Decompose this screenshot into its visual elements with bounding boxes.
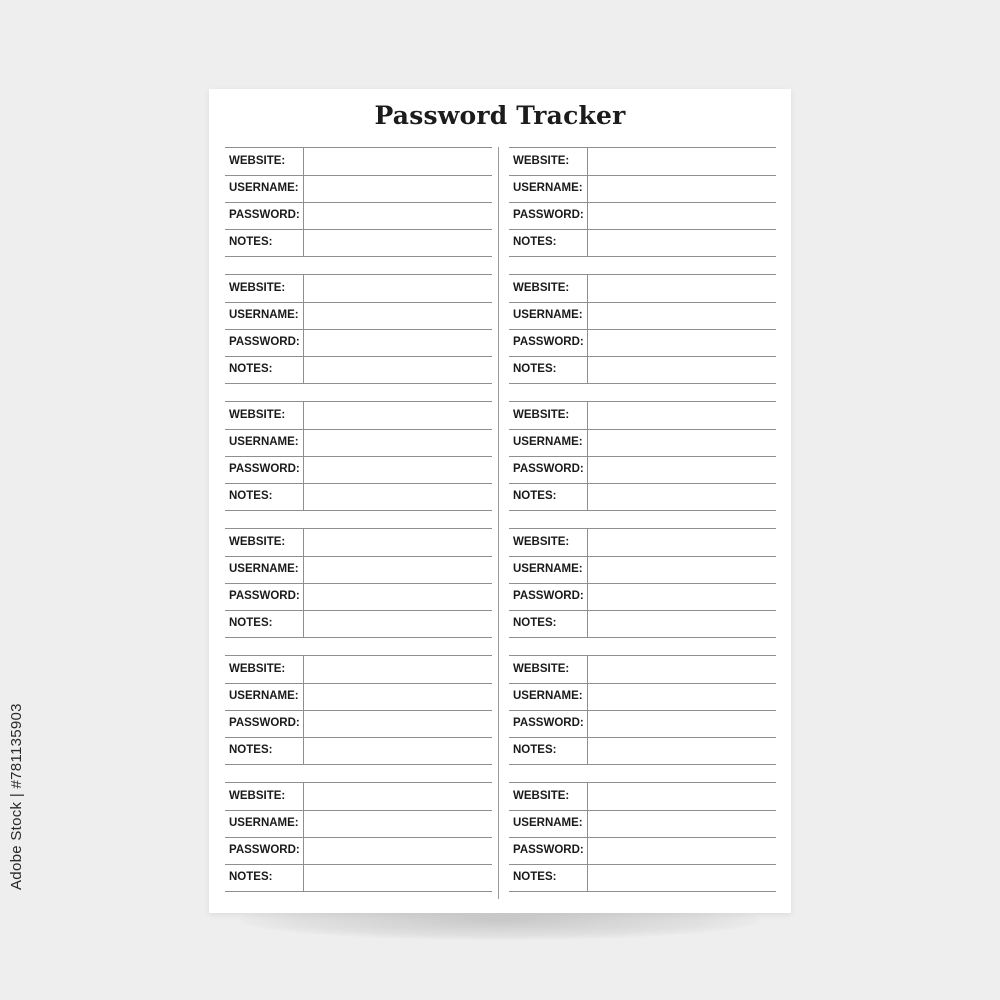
entry-block-right-6 — [509, 782, 776, 909]
username-field[interactable] — [305, 302, 492, 329]
entry-block-left-5 — [225, 655, 492, 782]
username-label: USERNAME: — [229, 817, 299, 829]
password-row — [225, 710, 492, 738]
password-field[interactable] — [589, 837, 776, 864]
password-row — [509, 710, 776, 738]
label-separator — [587, 837, 588, 864]
label-separator — [587, 275, 588, 302]
password-label: PASSWORD: — [229, 590, 300, 602]
notes-field[interactable] — [305, 610, 492, 637]
username-field[interactable] — [305, 556, 492, 583]
password-field[interactable] — [305, 329, 492, 356]
label-separator — [303, 483, 304, 510]
notes-field[interactable] — [305, 356, 492, 383]
label-separator — [303, 456, 304, 483]
tracker-page — [209, 89, 791, 913]
password-label: PASSWORD: — [513, 209, 584, 221]
password-field[interactable] — [305, 202, 492, 229]
notes-row — [225, 483, 492, 511]
label-separator — [587, 148, 588, 175]
username-field[interactable] — [589, 429, 776, 456]
username-row — [509, 810, 776, 838]
username-field[interactable] — [589, 556, 776, 583]
label-separator — [303, 529, 304, 556]
password-label: PASSWORD: — [513, 590, 584, 602]
username-field[interactable] — [305, 429, 492, 456]
notes-row — [509, 229, 776, 257]
username-row — [509, 175, 776, 203]
label-separator — [303, 402, 304, 429]
label-separator — [587, 302, 588, 329]
website-row — [509, 656, 776, 684]
label-separator — [303, 429, 304, 456]
label-separator — [303, 275, 304, 302]
password-row — [509, 329, 776, 357]
notes-row — [509, 356, 776, 384]
username-label: USERNAME: — [513, 563, 583, 575]
entry-block-left-1 — [225, 147, 492, 274]
website-row — [225, 148, 492, 176]
entry-block-right-2 — [509, 274, 776, 401]
password-field[interactable] — [305, 710, 492, 737]
password-field[interactable] — [589, 583, 776, 610]
password-row — [225, 837, 492, 865]
website-field[interactable] — [589, 402, 776, 429]
username-field[interactable] — [305, 175, 492, 202]
website-field[interactable] — [305, 148, 492, 175]
label-separator — [303, 356, 304, 383]
notes-field[interactable] — [589, 610, 776, 637]
username-label: USERNAME: — [513, 690, 583, 702]
notes-row — [225, 864, 492, 892]
notes-field[interactable] — [589, 737, 776, 764]
website-field[interactable] — [589, 783, 776, 810]
website-label: WEBSITE: — [229, 155, 286, 167]
password-label: PASSWORD: — [229, 463, 300, 475]
website-field[interactable] — [589, 275, 776, 302]
website-field[interactable] — [589, 529, 776, 556]
label-separator — [303, 783, 304, 810]
website-label: WEBSITE: — [229, 536, 286, 548]
username-label: USERNAME: — [229, 309, 299, 321]
left-column — [225, 147, 492, 909]
notes-label: NOTES: — [513, 744, 557, 756]
website-field[interactable] — [305, 783, 492, 810]
label-separator — [587, 710, 588, 737]
password-label: PASSWORD: — [229, 336, 300, 348]
label-separator — [303, 148, 304, 175]
notes-field[interactable] — [305, 483, 492, 510]
label-separator — [303, 656, 304, 683]
website-label: WEBSITE: — [229, 790, 286, 802]
website-label: WEBSITE: — [229, 409, 286, 421]
notes-row — [225, 610, 492, 638]
right-column — [509, 147, 776, 909]
notes-row — [225, 737, 492, 765]
label-separator — [587, 429, 588, 456]
username-label: USERNAME: — [513, 182, 583, 194]
username-label: USERNAME: — [513, 309, 583, 321]
label-separator — [587, 175, 588, 202]
entry-block-right-4 — [509, 528, 776, 655]
website-label: WEBSITE: — [513, 790, 570, 802]
notes-field[interactable] — [589, 483, 776, 510]
notes-label: NOTES: — [513, 363, 557, 375]
notes-field[interactable] — [305, 737, 492, 764]
username-label: USERNAME: — [513, 436, 583, 448]
password-label: PASSWORD: — [229, 209, 300, 221]
label-separator — [587, 610, 588, 637]
username-row — [225, 683, 492, 711]
notes-label: NOTES: — [513, 490, 557, 502]
notes-row — [225, 229, 492, 257]
password-field[interactable] — [305, 583, 492, 610]
password-label: PASSWORD: — [513, 336, 584, 348]
website-field[interactable] — [305, 275, 492, 302]
website-label: WEBSITE: — [513, 282, 570, 294]
website-row — [225, 275, 492, 303]
label-separator — [587, 783, 588, 810]
password-row — [225, 202, 492, 230]
username-row — [225, 175, 492, 203]
stock-id-watermark: Adobe Stock | #781135903 — [8, 703, 25, 890]
username-label: USERNAME: — [229, 182, 299, 194]
username-row — [509, 429, 776, 457]
notes-field[interactable] — [589, 356, 776, 383]
password-field[interactable] — [305, 837, 492, 864]
password-field[interactable] — [589, 202, 776, 229]
password-label: PASSWORD: — [513, 717, 584, 729]
label-separator — [303, 864, 304, 891]
label-separator — [587, 229, 588, 256]
website-row — [509, 529, 776, 557]
website-row — [509, 148, 776, 176]
notes-label: NOTES: — [229, 744, 273, 756]
username-field[interactable] — [589, 683, 776, 710]
username-field[interactable] — [589, 175, 776, 202]
notes-field[interactable] — [589, 864, 776, 891]
label-separator — [587, 329, 588, 356]
password-row — [509, 456, 776, 484]
label-separator — [303, 302, 304, 329]
entry-block-right-5 — [509, 655, 776, 782]
label-separator — [303, 556, 304, 583]
label-separator — [303, 202, 304, 229]
password-label: PASSWORD: — [229, 717, 300, 729]
label-separator — [303, 737, 304, 764]
label-separator — [587, 402, 588, 429]
label-separator — [587, 202, 588, 229]
label-separator — [303, 610, 304, 637]
label-separator — [303, 175, 304, 202]
username-row — [509, 683, 776, 711]
username-field[interactable] — [589, 810, 776, 837]
password-field[interactable] — [589, 710, 776, 737]
password-label: PASSWORD: — [513, 844, 584, 856]
notes-label: NOTES: — [229, 236, 273, 248]
website-row — [509, 783, 776, 811]
website-label: WEBSITE: — [229, 663, 286, 675]
website-label: WEBSITE: — [513, 409, 570, 421]
website-label: WEBSITE: — [513, 536, 570, 548]
entry-block-left-2 — [225, 274, 492, 401]
entry-block-right-1 — [509, 147, 776, 274]
label-separator — [587, 529, 588, 556]
password-row — [509, 202, 776, 230]
website-row — [225, 529, 492, 557]
label-separator — [587, 556, 588, 583]
username-field[interactable] — [305, 683, 492, 710]
notes-label: NOTES: — [513, 617, 557, 629]
password-row — [225, 583, 492, 611]
username-label: USERNAME: — [513, 817, 583, 829]
notes-label: NOTES: — [229, 490, 273, 502]
website-row — [225, 783, 492, 811]
notes-label: NOTES: — [229, 871, 273, 883]
label-separator — [303, 583, 304, 610]
notes-label: NOTES: — [513, 871, 557, 883]
username-field[interactable] — [589, 302, 776, 329]
website-field[interactable] — [305, 656, 492, 683]
username-label: USERNAME: — [229, 563, 299, 575]
entry-block-left-6 — [225, 782, 492, 909]
notes-field[interactable] — [589, 229, 776, 256]
website-label: WEBSITE: — [229, 282, 286, 294]
website-field[interactable] — [305, 402, 492, 429]
username-row — [225, 556, 492, 584]
website-row — [225, 656, 492, 684]
password-row — [225, 456, 492, 484]
label-separator — [303, 710, 304, 737]
notes-row — [509, 610, 776, 638]
label-separator — [587, 456, 588, 483]
website-field[interactable] — [305, 529, 492, 556]
entry-block-left-4 — [225, 528, 492, 655]
website-row — [225, 402, 492, 430]
password-field[interactable] — [589, 329, 776, 356]
username-label: USERNAME: — [229, 690, 299, 702]
notes-label: NOTES: — [229, 363, 273, 375]
website-field[interactable] — [589, 148, 776, 175]
label-separator — [587, 864, 588, 891]
label-separator — [303, 810, 304, 837]
username-row — [225, 810, 492, 838]
entry-block-left-3 — [225, 401, 492, 528]
label-separator — [303, 683, 304, 710]
username-row — [225, 429, 492, 457]
page-title: Password Tracker — [374, 101, 626, 130]
label-separator — [587, 683, 588, 710]
username-row — [225, 302, 492, 330]
notes-row — [509, 864, 776, 892]
password-row — [509, 837, 776, 865]
username-label: USERNAME: — [229, 436, 299, 448]
username-field[interactable] — [305, 810, 492, 837]
website-row — [509, 275, 776, 303]
password-row — [509, 583, 776, 611]
label-separator — [587, 656, 588, 683]
password-label: PASSWORD: — [513, 463, 584, 475]
notes-row — [509, 483, 776, 511]
label-separator — [303, 837, 304, 864]
notes-field[interactable] — [305, 864, 492, 891]
label-separator — [303, 329, 304, 356]
website-row — [509, 402, 776, 430]
label-separator — [303, 229, 304, 256]
notes-field[interactable] — [305, 229, 492, 256]
website-label: WEBSITE: — [513, 663, 570, 675]
notes-row — [509, 737, 776, 765]
website-field[interactable] — [589, 656, 776, 683]
label-separator — [587, 810, 588, 837]
password-label: PASSWORD: — [229, 844, 300, 856]
label-separator — [587, 737, 588, 764]
notes-label: NOTES: — [229, 617, 273, 629]
notes-row — [225, 356, 492, 384]
notes-label: NOTES: — [513, 236, 557, 248]
password-field[interactable] — [305, 456, 492, 483]
label-separator — [587, 583, 588, 610]
password-row — [225, 329, 492, 357]
label-separator — [587, 483, 588, 510]
username-row — [509, 556, 776, 584]
label-separator — [587, 356, 588, 383]
entry-block-right-3 — [509, 401, 776, 528]
username-row — [509, 302, 776, 330]
password-field[interactable] — [589, 456, 776, 483]
website-label: WEBSITE: — [513, 155, 570, 167]
column-divider — [498, 147, 499, 899]
